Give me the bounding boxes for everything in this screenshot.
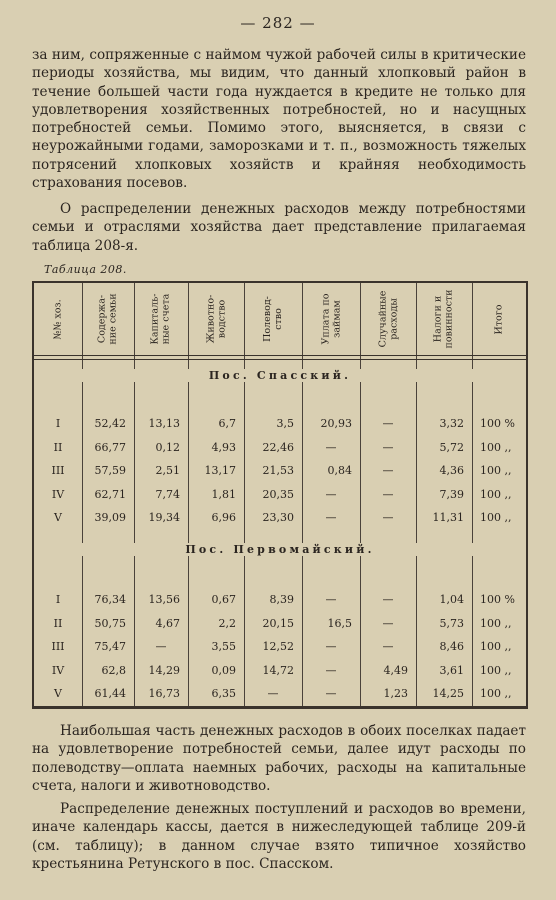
table-cell: 3,55: [211, 640, 236, 654]
column-header-text: Итого: [493, 304, 505, 334]
table-cell: 100 ,,: [480, 464, 512, 478]
column-header: [82, 285, 134, 353]
row-number: II: [53, 616, 63, 630]
row-number: I: [55, 417, 61, 430]
table-cell: —: [382, 511, 394, 525]
table-cell: 0,09: [211, 663, 236, 677]
table-cell: 4,93: [211, 440, 236, 454]
paragraph-1: за ним, сопряженные с наймом чужой рабочей силы в критические периоды хозяйства, мы видим, что данный хлопковый район в течение большей части года нуждается в кредите не только для удовлетворения хозяйственных потребностей, но и насущных потребностей семьи. Помимо этого, выясняется, в связи с неурожайными годами, заморозками и т. п., возможность тяжелых потрясений хлопковых хозяйств и крайняя необходимость страхования посевов.: [32, 47, 526, 192]
table-cell: —: [325, 440, 337, 454]
table-cell: —: [325, 593, 337, 606]
table-cell: 5,73: [439, 616, 464, 630]
paragraph-2: О распределении денежных расходов между потребностями семьи и отраслями хозяйства дает представление прилагаемая таблица 208-я.: [32, 201, 526, 254]
table-cell: 100 ,,: [480, 616, 512, 630]
table-cell: 0,84: [327, 464, 352, 478]
table-cell: —: [382, 417, 394, 430]
table-cell: 100 ,,: [480, 687, 512, 701]
table-cell: —: [382, 440, 394, 454]
column-header-text: №№ хоз.: [52, 298, 64, 340]
row-number: V: [54, 687, 62, 701]
table-cell: —: [325, 687, 337, 701]
table-cell: 4,49: [383, 663, 408, 677]
table-cell: 100 %: [480, 417, 515, 430]
row-number: IV: [51, 487, 65, 501]
table-cell: 20,15: [262, 616, 294, 630]
column-header-text: Капиталь- ные счета: [150, 293, 172, 345]
table-cell: 16,73: [148, 687, 180, 701]
table-cell: 14,25: [432, 687, 464, 701]
column-header: [134, 285, 188, 353]
expenses-table: [32, 281, 528, 709]
row-number: IV: [51, 663, 65, 677]
table-cell: 20,35: [262, 487, 294, 501]
table-cell: 6,96: [211, 511, 236, 525]
table-cell: 100 ,,: [480, 640, 512, 654]
column-header-text: Содержа- ние семьи: [97, 293, 119, 345]
table-cell: 2,51: [155, 464, 180, 478]
table-cell: 22,46: [262, 440, 294, 454]
table-cell: 75,47: [94, 640, 126, 654]
table-cell: 100 ,,: [480, 440, 512, 454]
column-header: [244, 285, 302, 353]
table-cell: —: [155, 640, 167, 654]
table-cell: 6,35: [211, 687, 236, 701]
table-cell: 3,5: [276, 417, 294, 430]
column-header-text: Уплата по займам: [319, 293, 342, 345]
table-cell: —: [382, 616, 394, 630]
column-header: [360, 285, 416, 353]
row-number: II: [53, 440, 63, 454]
table-cell: 62,71: [94, 487, 126, 501]
table-cell: 5,72: [439, 440, 464, 454]
table-cell: 0,67: [211, 593, 236, 606]
table-caption: Таблица 208.: [44, 263, 127, 276]
table-cell: 100 ,,: [480, 487, 512, 501]
table-cell: 12,52: [262, 640, 294, 654]
table-cell: 61,44: [94, 687, 126, 701]
table-cell: 13,17: [204, 464, 236, 478]
column-header-text: Животно- водство: [205, 294, 227, 344]
table-cell: —: [325, 487, 337, 501]
table-cell: 13,56: [148, 593, 180, 606]
table-cell: 1,23: [383, 687, 408, 701]
table-cell: 4,36: [439, 464, 464, 478]
table-cell: 21,53: [262, 464, 294, 478]
column-header: [188, 285, 244, 353]
table-cell: 7,74: [155, 487, 180, 501]
table-cell: —: [382, 593, 394, 606]
table-cell: 0,12: [155, 440, 180, 454]
table-cell: 1,81: [211, 487, 236, 501]
column-header: [302, 285, 360, 353]
column-header: [416, 285, 472, 353]
table-cell: 52,42: [94, 417, 126, 430]
table-cell: —: [382, 464, 394, 478]
table-cell: 6,7: [218, 417, 236, 430]
table-cell: 20,93: [320, 417, 352, 430]
table-cell: 39,09: [94, 511, 126, 525]
column-header: [472, 285, 526, 353]
table-cell: —: [382, 487, 394, 501]
row-number: V: [54, 511, 62, 525]
table-cell: 1,04: [439, 593, 464, 606]
table-cell: 3,61: [439, 663, 464, 677]
table-cell: 76,34: [94, 593, 126, 606]
table-cell: 62,8: [101, 663, 126, 677]
column-header-text: Полевод- ство: [261, 296, 284, 342]
page-number: — 282 —: [240, 14, 316, 32]
row-number: I: [55, 593, 61, 606]
table-cell: 23,30: [262, 511, 294, 525]
table-cell: 13,13: [148, 417, 180, 430]
table-cell: 3,32: [439, 417, 464, 430]
table-cell: —: [325, 511, 337, 525]
row-number: III: [51, 464, 65, 478]
section-title: Пос. Первомайский.: [34, 543, 526, 556]
header-rule: [34, 355, 526, 360]
table-cell: 66,77: [94, 440, 126, 454]
table-cell: 14,72: [262, 663, 294, 677]
table-cell: 4,67: [155, 616, 180, 630]
table-cell: 7,39: [439, 487, 464, 501]
table-cell: 8,46: [439, 640, 464, 654]
table-cell: 100 %: [480, 593, 515, 606]
table-cell: —: [325, 640, 337, 654]
table-cell: 14,29: [148, 663, 180, 677]
column-header-text: Случайные расходы: [377, 290, 399, 348]
table-cell: 50,75: [94, 616, 126, 630]
paragraph-3: Наибольшая часть денежных расходов в обоих поселках падает на удовлетворение потребностей семьи, далее идут расходы по полеводству—оплата наемных рабочих, расходы на капитальные счета, налоги и животноводство.: [32, 723, 526, 794]
paragraph-4: Распределение денежных поступлений и расходов во времени, иначе календарь кассы, дается в нижеследующей таблице 209-й (см. таблицу); в данном случае взято типичное хозяйство крестьянина Ретунского в пос. Спасском.: [32, 801, 526, 872]
table-cell: —: [325, 663, 337, 677]
column-header: [34, 285, 82, 353]
table-cell: 8,39: [269, 593, 294, 606]
table-cell: —: [382, 640, 394, 654]
table-cell: 16,5: [327, 616, 352, 630]
table-cell: 11,31: [432, 511, 464, 525]
row-number: III: [51, 640, 65, 654]
table-cell: 57,59: [94, 464, 126, 478]
column-header-text: Налоги и повинности: [433, 289, 455, 349]
table-cell: 100 ,,: [480, 511, 512, 525]
table-cell: 100 ,,: [480, 663, 512, 677]
table-cell: 2,2: [218, 616, 236, 630]
table-cell: —: [267, 687, 279, 701]
section-title: Пос. Спасский.: [34, 369, 526, 382]
table-cell: 19,34: [148, 511, 180, 525]
